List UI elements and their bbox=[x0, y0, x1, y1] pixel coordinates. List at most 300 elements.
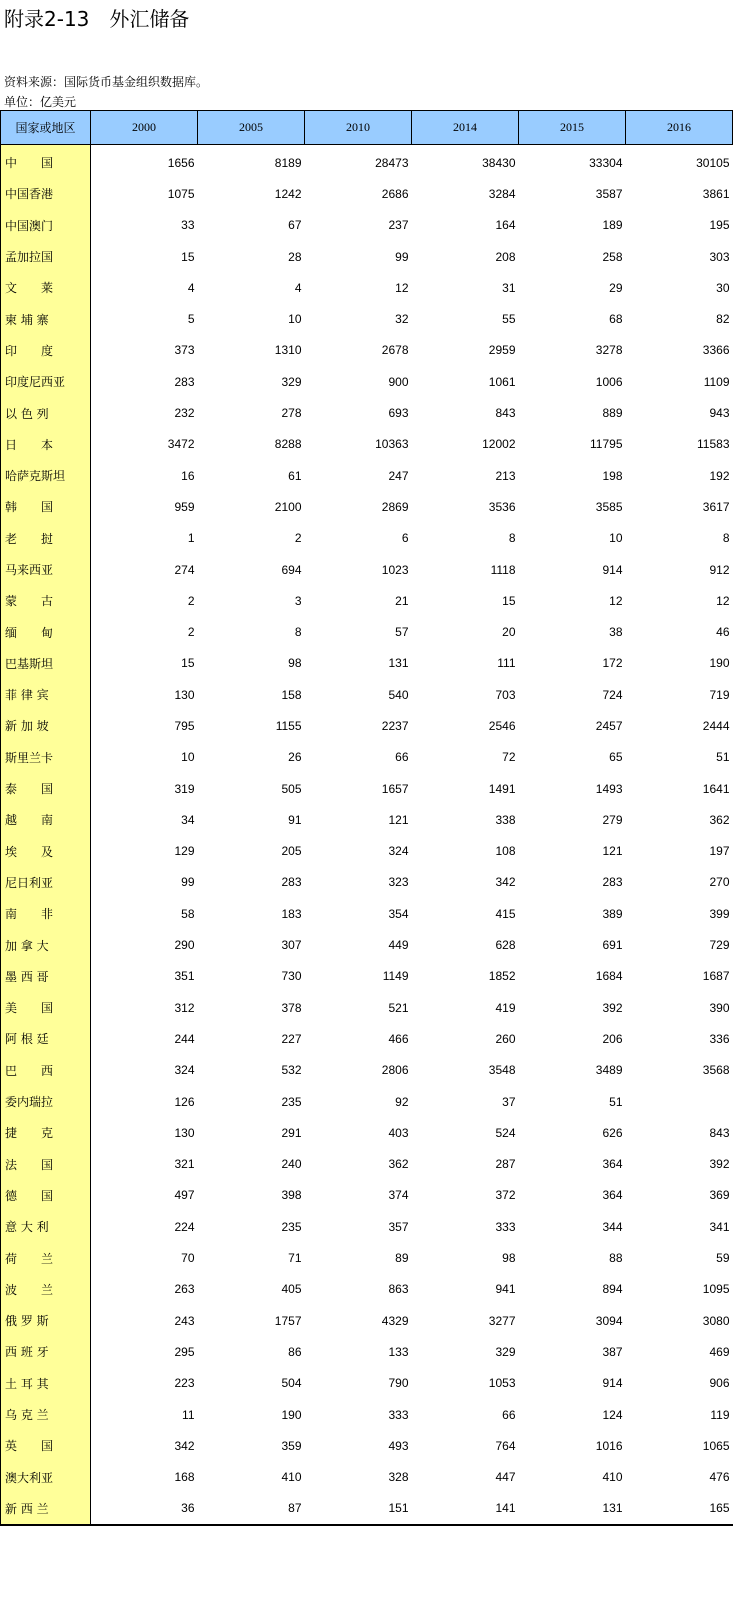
reserve-value: 399 bbox=[709, 906, 730, 921]
table-row bbox=[1, 303, 733, 334]
country-name: 阿 根 廷 bbox=[1, 1023, 91, 1054]
reserve-value: 20 bbox=[502, 625, 516, 640]
table-row bbox=[1, 929, 733, 960]
reserve-value: 6 bbox=[401, 531, 409, 546]
reserve-value: 235 bbox=[281, 1094, 302, 1109]
reserve-value: 51 bbox=[609, 1094, 623, 1109]
reserve-value: 10 bbox=[181, 750, 195, 765]
reserve-value: 389 bbox=[602, 906, 623, 921]
reserve-value: 410 bbox=[281, 1470, 302, 1485]
reserve-value: 378 bbox=[281, 1000, 302, 1015]
reserve-value: 87 bbox=[198, 1493, 305, 1525]
reserve-value: 795 bbox=[174, 718, 195, 733]
reserve-value: 3472 bbox=[167, 437, 195, 452]
reserve-value: 4329 bbox=[381, 1313, 409, 1328]
table-row bbox=[1, 1211, 733, 1242]
reserve-value: 1023 bbox=[381, 562, 409, 577]
reserve-value: 694 bbox=[281, 562, 302, 577]
reserve-value: 1852 bbox=[488, 969, 516, 984]
reserve-value: 72 bbox=[502, 750, 516, 765]
reserve-value: 914 bbox=[602, 1376, 623, 1391]
reserve-value: 66 bbox=[395, 750, 409, 765]
reserve-value: 344 bbox=[602, 1219, 623, 1234]
reserve-value: 914 bbox=[602, 562, 623, 577]
reserve-value: 189 bbox=[602, 218, 623, 233]
reserve-value: 2959 bbox=[488, 343, 516, 358]
reserve-value: 124 bbox=[602, 1407, 623, 1422]
reserve-value: 15 bbox=[181, 656, 195, 671]
reserve-value: 959 bbox=[174, 499, 195, 514]
reserve-value: 729 bbox=[709, 938, 730, 953]
reserve-value: 274 bbox=[174, 562, 195, 577]
table-row bbox=[1, 648, 733, 679]
reserve-value: 129 bbox=[174, 844, 195, 859]
country-name: 中国香港 bbox=[1, 178, 91, 209]
reserve-value: 323 bbox=[388, 875, 409, 890]
reserve-value: 130 bbox=[174, 1125, 195, 1140]
reserve-value: 295 bbox=[174, 1344, 195, 1359]
reserve-value: 172 bbox=[602, 656, 623, 671]
reserve-value: 863 bbox=[388, 1282, 409, 1297]
reserve-value: 99 bbox=[181, 875, 195, 890]
country-name: 中 国 bbox=[1, 145, 91, 179]
reserve-value bbox=[626, 1086, 733, 1117]
country-name: 印 度 bbox=[1, 335, 91, 366]
reserve-value: 303 bbox=[709, 249, 730, 264]
table-row bbox=[1, 898, 733, 929]
reserve-value: 843 bbox=[709, 1125, 730, 1140]
table-row bbox=[1, 491, 733, 522]
reserve-value: 1109 bbox=[703, 374, 730, 389]
reserve-value: 34 bbox=[181, 812, 195, 827]
reserve-value: 3585 bbox=[595, 499, 623, 514]
country-name: 泰 国 bbox=[1, 773, 91, 804]
reserve-value: 693 bbox=[388, 406, 409, 421]
reserve-value: 390 bbox=[709, 1000, 730, 1015]
reserve-value: 205 bbox=[281, 844, 302, 859]
reserve-value: 206 bbox=[602, 1031, 623, 1046]
reserve-value: 192 bbox=[709, 468, 730, 483]
country-name: 斯里兰卡 bbox=[1, 742, 91, 773]
reserve-value: 405 bbox=[281, 1282, 302, 1297]
table-row bbox=[1, 1305, 733, 1336]
reserve-value: 283 bbox=[281, 875, 302, 890]
reserve-value: 312 bbox=[174, 1000, 195, 1015]
reserve-value: 223 bbox=[174, 1376, 195, 1391]
reserve-value: 374 bbox=[388, 1188, 409, 1203]
reserve-value: 410 bbox=[602, 1470, 623, 1485]
reserve-value: 941 bbox=[495, 1282, 516, 1297]
reserve-value: 333 bbox=[388, 1407, 409, 1422]
reserve-value: 278 bbox=[281, 406, 302, 421]
country-name: 马来西亚 bbox=[1, 554, 91, 585]
reserve-value: 8 bbox=[294, 625, 302, 640]
reserve-value: 88 bbox=[609, 1251, 623, 1266]
reserve-value: 165 bbox=[626, 1493, 733, 1525]
reserve-value: 65 bbox=[609, 750, 623, 765]
reserve-value: 31 bbox=[502, 280, 516, 295]
reserve-value: 505 bbox=[281, 781, 302, 796]
table-row bbox=[1, 1086, 733, 1117]
header-year: 2015 bbox=[519, 111, 626, 145]
reserve-value: 4 bbox=[187, 280, 195, 295]
table-row bbox=[1, 1023, 733, 1054]
country-name: 捷 克 bbox=[1, 1117, 91, 1148]
reserve-value: 232 bbox=[174, 406, 195, 421]
reserve-value: 151 bbox=[305, 1493, 412, 1525]
reserve-value: 3617 bbox=[702, 499, 730, 514]
reserve-value: 89 bbox=[395, 1251, 409, 1266]
table-row bbox=[1, 460, 733, 491]
reserve-value: 197 bbox=[709, 844, 730, 859]
reserve-value: 244 bbox=[174, 1031, 195, 1046]
reserve-value: 1075 bbox=[167, 186, 195, 201]
reserve-value: 283 bbox=[602, 875, 623, 890]
reserve-value: 324 bbox=[388, 844, 409, 859]
table-row bbox=[1, 1336, 733, 1367]
reserve-value: 1310 bbox=[274, 343, 302, 358]
country-name: 缅 甸 bbox=[1, 616, 91, 647]
country-name: 英 国 bbox=[1, 1430, 91, 1461]
reserve-value: 3284 bbox=[488, 186, 516, 201]
reserve-value: 329 bbox=[281, 374, 302, 389]
table-row bbox=[1, 145, 733, 179]
table-row bbox=[1, 867, 733, 898]
reserve-value: 476 bbox=[709, 1470, 730, 1485]
reserve-value: 359 bbox=[281, 1438, 302, 1453]
reserve-value: 3278 bbox=[595, 343, 623, 358]
country-name: 埃 及 bbox=[1, 836, 91, 867]
country-name: 德 国 bbox=[1, 1180, 91, 1211]
reserve-value: 532 bbox=[281, 1063, 302, 1078]
reserve-value: 3366 bbox=[702, 343, 730, 358]
reserve-value: 2457 bbox=[595, 718, 623, 733]
reserve-value: 33304 bbox=[589, 155, 623, 170]
reserve-value: 540 bbox=[388, 687, 409, 702]
table-row bbox=[1, 429, 733, 460]
reserve-value: 392 bbox=[709, 1157, 730, 1172]
reserve-value: 1065 bbox=[702, 1438, 730, 1453]
reserve-value: 790 bbox=[388, 1376, 409, 1391]
reserve-value: 3094 bbox=[595, 1313, 623, 1328]
reserve-value: 164 bbox=[495, 218, 516, 233]
country-name: 菲 律 宾 bbox=[1, 679, 91, 710]
reserve-value: 1053 bbox=[488, 1376, 516, 1391]
reserve-value: 10 bbox=[609, 531, 623, 546]
reserve-value: 227 bbox=[281, 1031, 302, 1046]
country-name: 加 拿 大 bbox=[1, 929, 91, 960]
reserve-value: 4 bbox=[294, 280, 302, 295]
country-name: 美 国 bbox=[1, 992, 91, 1023]
country-name: 荷 兰 bbox=[1, 1242, 91, 1273]
table-row bbox=[1, 1430, 733, 1461]
reserve-value: 108 bbox=[495, 844, 516, 859]
reserve-value: 1757 bbox=[274, 1313, 302, 1328]
reserve-value: 8 bbox=[722, 531, 730, 546]
reserve-value: 321 bbox=[174, 1157, 195, 1172]
table-row bbox=[1, 961, 733, 992]
reserve-value: 691 bbox=[602, 938, 623, 953]
reserve-value: 37 bbox=[502, 1094, 516, 1109]
reserve-value: 703 bbox=[495, 687, 516, 702]
reserve-value: 119 bbox=[710, 1407, 730, 1422]
header-year: 2000 bbox=[91, 111, 198, 145]
reserve-value: 208 bbox=[495, 249, 516, 264]
reserve-value: 764 bbox=[495, 1438, 516, 1453]
country-name: 以 色 列 bbox=[1, 397, 91, 428]
reserve-value: 29 bbox=[609, 280, 623, 295]
table-row bbox=[1, 679, 733, 710]
reserve-value: 279 bbox=[602, 812, 623, 827]
header-row bbox=[1, 111, 733, 145]
reserve-value: 894 bbox=[602, 1282, 623, 1297]
reserve-value: 61 bbox=[288, 468, 302, 483]
reserve-value: 889 bbox=[602, 406, 623, 421]
source-note: 资料来源：国际货币基金组织数据库。 bbox=[4, 75, 209, 89]
table-row bbox=[1, 585, 733, 616]
reserve-value: 32 bbox=[395, 312, 409, 327]
reserve-value: 336 bbox=[709, 1031, 730, 1046]
reserve-value: 12002 bbox=[482, 437, 516, 452]
table-row bbox=[1, 1461, 733, 1492]
reserve-value: 324 bbox=[174, 1063, 195, 1078]
reserve-value: 3568 bbox=[702, 1063, 730, 1078]
unit-note: 单位：亿美元 bbox=[4, 95, 77, 109]
country-name: 土 耳 其 bbox=[1, 1368, 91, 1399]
reserve-value: 240 bbox=[281, 1157, 302, 1172]
reserve-value: 3489 bbox=[595, 1063, 623, 1078]
reserve-value: 372 bbox=[495, 1188, 516, 1203]
table-row bbox=[1, 992, 733, 1023]
reserve-value: 11795 bbox=[590, 437, 623, 452]
reserve-value: 2678 bbox=[381, 343, 409, 358]
reserve-value: 141 bbox=[412, 1493, 519, 1525]
reserve-value: 258 bbox=[602, 249, 623, 264]
reserve-value: 71 bbox=[288, 1251, 302, 1266]
table-row bbox=[1, 241, 733, 272]
reserve-value: 719 bbox=[709, 687, 730, 702]
reserve-value: 28 bbox=[288, 249, 302, 264]
country-name: 南 非 bbox=[1, 898, 91, 929]
table-row bbox=[1, 836, 733, 867]
country-name: 尼日利亚 bbox=[1, 867, 91, 898]
reserve-value: 28473 bbox=[375, 155, 409, 170]
table-row bbox=[1, 397, 733, 428]
reserve-value: 10363 bbox=[375, 437, 409, 452]
reserve-value: 287 bbox=[495, 1157, 516, 1172]
reserve-value: 66 bbox=[502, 1407, 516, 1422]
reserve-value: 364 bbox=[602, 1157, 623, 1172]
reserve-value: 38430 bbox=[482, 155, 516, 170]
reserve-value: 2100 bbox=[274, 499, 302, 514]
reserve-value: 2 bbox=[187, 593, 195, 608]
table-row bbox=[1, 366, 733, 397]
table-row bbox=[1, 1242, 733, 1273]
reserve-value: 3080 bbox=[702, 1313, 730, 1328]
reserve-value: 447 bbox=[495, 1470, 516, 1485]
reserve-value: 398 bbox=[281, 1188, 302, 1203]
reserve-value: 1 bbox=[187, 531, 195, 546]
reserve-value: 3277 bbox=[488, 1313, 516, 1328]
reserve-value: 8189 bbox=[274, 155, 302, 170]
country-name: 墨 西 哥 bbox=[1, 961, 91, 992]
reserve-value: 158 bbox=[281, 687, 302, 702]
reserve-value: 263 bbox=[174, 1282, 195, 1297]
reserve-value: 98 bbox=[502, 1251, 516, 1266]
country-name: 澳大利亚 bbox=[1, 1461, 91, 1492]
reserve-value: 333 bbox=[495, 1219, 516, 1234]
reserve-value: 33 bbox=[181, 218, 195, 233]
reserve-value: 243 bbox=[174, 1313, 195, 1328]
reserve-value: 362 bbox=[709, 812, 730, 827]
reserve-value: 190 bbox=[281, 1407, 302, 1422]
reserve-value: 247 bbox=[388, 468, 409, 483]
table-row bbox=[1, 1180, 733, 1211]
reserve-value: 2869 bbox=[381, 499, 409, 514]
reserve-value: 900 bbox=[388, 374, 409, 389]
reserve-value: 1656 bbox=[167, 155, 195, 170]
reserve-value: 51 bbox=[716, 750, 730, 765]
table-row bbox=[1, 1055, 733, 1086]
reserve-value: 131 bbox=[519, 1493, 626, 1525]
country-name: 西 班 牙 bbox=[1, 1336, 91, 1367]
reserve-value: 58 bbox=[181, 906, 195, 921]
reserve-value: 70 bbox=[181, 1251, 195, 1266]
reserve-value: 57 bbox=[395, 625, 409, 640]
reserve-value: 419 bbox=[495, 1000, 516, 1015]
reserve-value: 121 bbox=[602, 844, 623, 859]
reserve-value: 329 bbox=[495, 1344, 516, 1359]
reserve-value: 26 bbox=[288, 750, 302, 765]
reserve-value: 92 bbox=[395, 1094, 409, 1109]
table-row bbox=[1, 804, 733, 835]
reserve-value: 1493 bbox=[595, 781, 623, 796]
reserve-value: 1149 bbox=[382, 969, 409, 984]
country-name: 柬 埔 寨 bbox=[1, 303, 91, 334]
header-country: 国家或地区 bbox=[1, 111, 91, 145]
reserve-value: 730 bbox=[281, 969, 302, 984]
country-name: 法 国 bbox=[1, 1149, 91, 1180]
table-row bbox=[1, 1399, 733, 1430]
reserve-value: 403 bbox=[388, 1125, 409, 1140]
reserve-value: 466 bbox=[388, 1031, 409, 1046]
reserve-value: 449 bbox=[388, 938, 409, 953]
country-name: 蒙 古 bbox=[1, 585, 91, 616]
country-name: 越 南 bbox=[1, 804, 91, 835]
reserve-value: 497 bbox=[174, 1188, 195, 1203]
reserve-value: 906 bbox=[709, 1376, 730, 1391]
reserve-value: 521 bbox=[388, 1000, 409, 1015]
country-name: 中国澳门 bbox=[1, 210, 91, 241]
country-name: 孟加拉国 bbox=[1, 241, 91, 272]
country-name: 俄 罗 斯 bbox=[1, 1305, 91, 1336]
reserve-value: 291 bbox=[281, 1125, 302, 1140]
reserve-value: 67 bbox=[288, 218, 302, 233]
reserve-value: 21 bbox=[395, 593, 409, 608]
reserve-value: 190 bbox=[709, 656, 730, 671]
reserve-value: 55 bbox=[502, 312, 516, 327]
reserve-value: 362 bbox=[388, 1157, 409, 1172]
reserve-value: 290 bbox=[174, 938, 195, 953]
reserve-value: 1657 bbox=[381, 781, 409, 796]
country-name: 文 莱 bbox=[1, 272, 91, 303]
reserve-value: 8288 bbox=[274, 437, 302, 452]
reserve-value: 328 bbox=[388, 1470, 409, 1485]
reserve-value: 724 bbox=[602, 687, 623, 702]
reserve-value: 354 bbox=[388, 906, 409, 921]
reserve-value: 283 bbox=[174, 374, 195, 389]
table-row bbox=[1, 523, 733, 554]
reserve-value: 1242 bbox=[274, 186, 302, 201]
reserve-value: 2546 bbox=[488, 718, 516, 733]
country-name: 乌 克 兰 bbox=[1, 1399, 91, 1430]
reserve-value: 36 bbox=[91, 1493, 198, 1525]
reserve-value: 213 bbox=[495, 468, 516, 483]
table-row bbox=[1, 1274, 733, 1305]
table-row bbox=[1, 1493, 733, 1525]
table-row bbox=[1, 335, 733, 366]
reserve-value: 270 bbox=[709, 875, 730, 890]
reserve-value: 130 bbox=[174, 687, 195, 702]
table-row bbox=[1, 1149, 733, 1180]
reserve-value: 82 bbox=[716, 312, 730, 327]
reserve-value: 15 bbox=[181, 249, 195, 264]
reserve-value: 235 bbox=[281, 1219, 302, 1234]
table-row bbox=[1, 210, 733, 241]
table-row bbox=[1, 1368, 733, 1399]
country-name: 巴基斯坦 bbox=[1, 648, 91, 679]
reserve-value: 1095 bbox=[702, 1282, 730, 1297]
table-row bbox=[1, 178, 733, 209]
reserve-value: 168 bbox=[174, 1470, 195, 1485]
reserve-value: 1641 bbox=[702, 781, 730, 796]
country-name: 老 挝 bbox=[1, 523, 91, 554]
reserve-value: 1684 bbox=[595, 969, 623, 984]
reserve-value: 524 bbox=[495, 1125, 516, 1140]
reserve-value: 2 bbox=[294, 531, 302, 546]
reserve-value: 364 bbox=[602, 1188, 623, 1203]
reserve-value: 912 bbox=[709, 562, 730, 577]
reserve-value: 16 bbox=[181, 468, 195, 483]
reserve-value: 15 bbox=[502, 593, 516, 608]
reserve-value: 357 bbox=[388, 1219, 409, 1234]
reserve-value: 260 bbox=[495, 1031, 516, 1046]
reserve-value: 111 bbox=[497, 656, 516, 671]
reserve-value: 1155 bbox=[275, 718, 302, 733]
reserve-value: 319 bbox=[174, 781, 195, 796]
reserve-value: 338 bbox=[495, 812, 516, 827]
reserve-value: 341 bbox=[709, 1219, 730, 1234]
reserve-value: 183 bbox=[281, 906, 302, 921]
reserve-value: 369 bbox=[709, 1188, 730, 1203]
reserve-value: 469 bbox=[709, 1344, 730, 1359]
reserve-value: 99 bbox=[395, 249, 409, 264]
reserve-value: 2 bbox=[187, 625, 195, 640]
reserve-value: 3 bbox=[294, 593, 302, 608]
reserve-value: 387 bbox=[602, 1344, 623, 1359]
reserve-value: 195 bbox=[709, 218, 730, 233]
reserve-value: 373 bbox=[174, 343, 195, 358]
reserve-value: 3861 bbox=[702, 186, 730, 201]
reserve-value: 131 bbox=[388, 656, 409, 671]
country-name: 日 本 bbox=[1, 429, 91, 460]
reserve-value: 2444 bbox=[702, 718, 730, 733]
reserve-value: 504 bbox=[281, 1376, 302, 1391]
reserve-value: 943 bbox=[709, 406, 730, 421]
reserve-value: 1016 bbox=[595, 1438, 623, 1453]
table-row bbox=[1, 554, 733, 585]
table-row bbox=[1, 1117, 733, 1148]
